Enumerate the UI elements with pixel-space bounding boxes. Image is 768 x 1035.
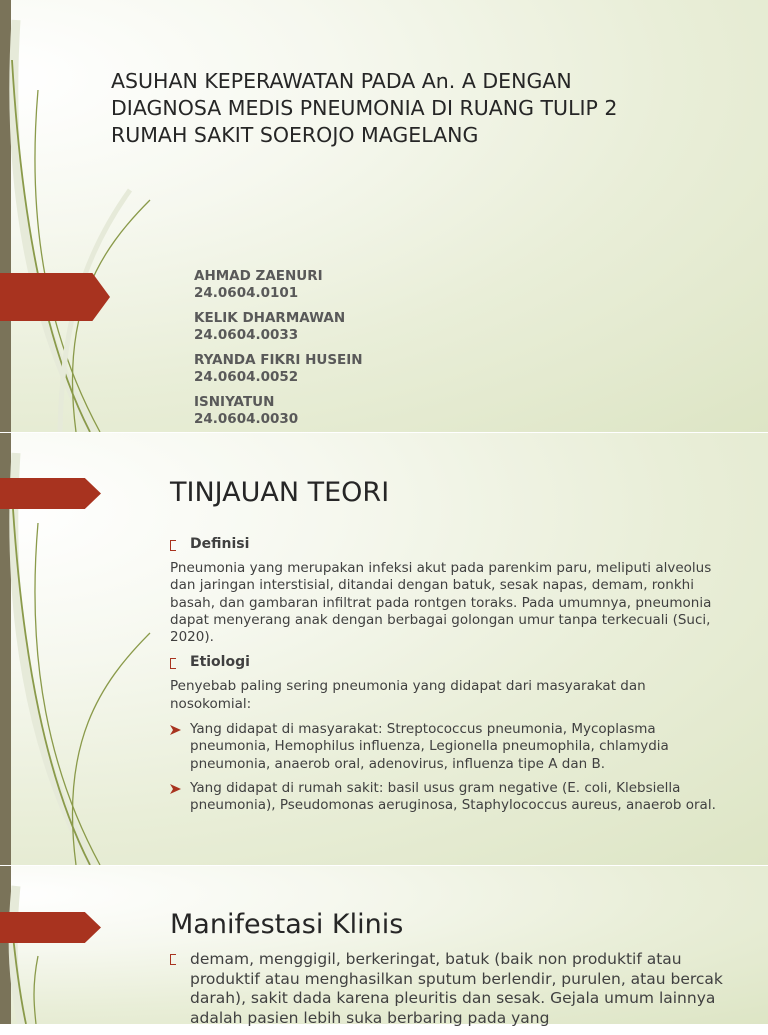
manifestasi-item-text: demam, menggigil, berkeringat, batuk (baik non produktif atau produktif atau menghasilkan sputum berlendir, purulen, atau bercak darah), sakit dada karena pleuritis dan sesak. Gejala umum lainnya adalah pasien lebih suka berbaring pada yang (190, 950, 723, 1027)
author-name: AHMAD ZAENURI (194, 268, 323, 284)
accent-arrow (0, 273, 110, 321)
square-bullet-icon (170, 658, 176, 669)
author-id: 24.0604.0030 (194, 411, 299, 427)
slide-title (0, 0, 768, 432)
author-id: 24.0604.0101 (194, 285, 299, 301)
etiologi-item-text: Yang didapat di rumah sakit: basil usus gram negative (E. coli, Klebsiella pneumonia), Pseudomonas aeruginosa, Staphylococcus aureus, anaerob oral. (190, 779, 716, 814)
presentation-title: ASUHAN KEPERAWATAN PADA An. A DENGAN DIAGNOSA MEDIS PNEUMONIA DI RUANG TULIP 2 RUMAH SAKIT SOEROJO MAGELANG (111, 69, 618, 147)
heading-etiologi (170, 654, 730, 670)
heading-label: Definisi (190, 536, 250, 552)
arrow-bullet-icon (170, 725, 181, 735)
etiologi-item (170, 721, 730, 773)
heading-label: Etiologi (190, 654, 250, 671)
accent-arrow (0, 912, 101, 943)
section-content (170, 536, 730, 822)
author-item (194, 310, 363, 344)
author-item (194, 268, 363, 302)
author-item (194, 394, 363, 428)
arrow-bullet-icon (170, 784, 181, 794)
heading-definisi (170, 536, 730, 552)
section-content (170, 950, 730, 1035)
author-id: 24.0604.0033 (194, 327, 299, 343)
etiologi-text: Penyebab paling sering pneumonia yang didapat dari masyarakat dan nosokomial: (170, 678, 646, 712)
author-name: RYANDA FIKRI HUSEIN (194, 352, 363, 368)
author-name: ISNIYATUN (194, 394, 275, 410)
section-title: Manifestasi Klinis (170, 909, 404, 940)
manifestasi-item (170, 950, 730, 1028)
etiologi-item-text: Yang didapat di masyarakat: Streptococcus pneumonia, Mycoplasma pneumonia, Hemophilus influenza, Legionella pneumophila, chlamydia pneumonia, anaerob oral, adenovirus, influenza tipe A dan B. (190, 721, 669, 772)
definisi-text: Pneumonia yang merupakan infeksi akut pada parenkim paru, meliputi alveolus dan jaringan interstisial, ditandai dengan batuk, sesak napas, demam, ronkhi basah, dan gambaran infiltrat pada rontgen toraks. Pada umumnya, pneumonia dapat menyerang anak dengan berbagai golongan umur tanpa terkecuali (Suci, 2020). (170, 560, 712, 646)
decorative-swoosh (0, 0, 200, 432)
accent-arrow (0, 478, 101, 509)
square-bullet-icon (170, 954, 176, 965)
square-bullet-icon (170, 540, 176, 551)
author-list (194, 268, 363, 432)
section-title: TINJAUAN TEORI (170, 477, 390, 508)
author-id: 24.0604.0052 (194, 369, 299, 385)
author-item (194, 352, 363, 386)
author-name: KELIK DHARMAWAN (194, 310, 346, 326)
etiologi-item (170, 780, 730, 815)
